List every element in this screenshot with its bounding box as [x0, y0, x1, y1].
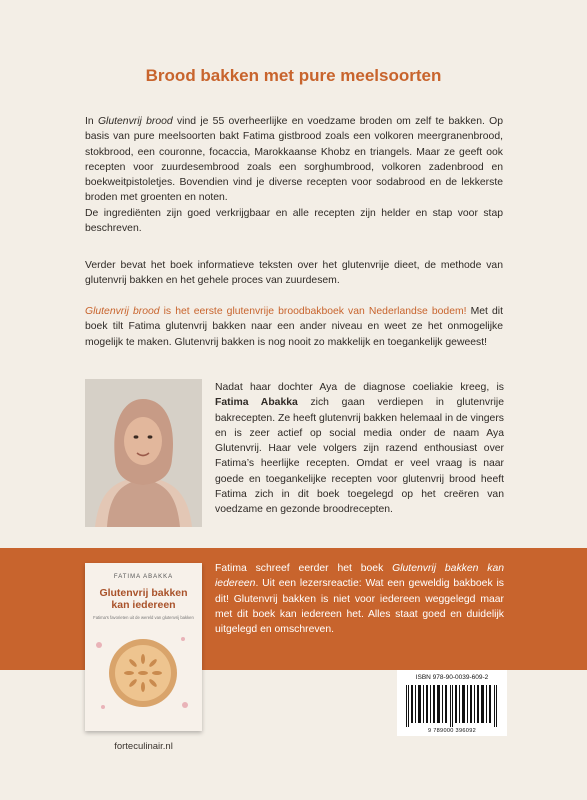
publisher-website: forteculinair.nl [114, 741, 173, 752]
cover-author: FATIMA ABAKKA [113, 574, 174, 580]
cover-title: Glutenvrij bakken kan iedereen [99, 587, 188, 611]
previous-book-cover [85, 563, 202, 731]
author-bio [215, 380, 504, 518]
author-name: Fatima Abakka [215, 397, 298, 409]
isbn-digits: 9 789000 396092 [427, 728, 477, 734]
cover-subtitle: Fatima's favorieten uit de wereld van glutenvrij bakken [93, 615, 194, 620]
info-paragraph: Verder bevat het boek informatieve teksten over het glutenvrije dieet, de methode van glutenvrij bakken en het gehele proces van zuurdesem. [85, 260, 503, 287]
isbn-barcode [397, 670, 507, 736]
bio-lead: Nadat haar dochter Aya de diagnose coeliakie kreeg, is [215, 382, 504, 393]
review-rest: . Uit een lezersreactie: Wat een geweldig bakboek is dit! Glutenvrij bakken is niet voor iedereen weggelegd maar met dit boek kan iedereen het. Alles staat goed en duidelijk uitgelegd en omschreven. [215, 578, 504, 636]
intro-lead: In [85, 116, 98, 127]
highlight-rest: Met dit boek tilt Fatima glutenvrij bakken naar een ander niveau en weet ze het onmogelijke mogelijk te maken. Glutenvrij bakken is nog nooit zo makkelijk en toegankelijk geweest! [85, 306, 503, 348]
review-lead: Fatima schreef eerder het boek [215, 563, 393, 574]
highlight-paragraph [85, 304, 503, 350]
pie-illustration [85, 625, 202, 731]
barcode-icon [406, 685, 498, 727]
intro-rest: vind je 55 overheerlijke en voedzame broden om zelf te bakken. Op basis van pure meelsoorten bakt Fatima gistbrood zoals een volkoren meergranenbrood, stokbrood, een couronne, focaccia, Marokkaanse Khobz en triangels. Maar ze geeft ook recepten voor zuurdesembrood zoals een sorghumbrood, volkoren zadenbrood en boekweitpistoletjes. Bovendien vind je diverse recepten voor sodabrood en de lekkerste broden met groenten en noten. [85, 116, 503, 204]
page-title: Brood bakken met pure meelsoorten [145, 66, 442, 85]
intro-book-title: Glutenvrij brood [97, 116, 173, 127]
isbn-label: ISBN 978-90-0039-609-2 [415, 674, 489, 681]
highlight-statement: is het eerste glutenvrije broodbakboek van Nederlandse bodem! [159, 306, 467, 317]
bio-rest: zich gaan verdiepen in glutenvrije bakrecepten. Ze heeft glutenvrij bakken helemaal in de vingers en is zeer actief op social media onder de naam Aya Glutenvrij. Haar vele volgers zijn razend enthousiast over Fatima’s heerlijke recepten. Omdat er veel vraag is naar goede en toegankelijke recepten voor glutenvrij brood heeft Fatima zich in dit boek toegelegd op het creëren van voedzame en gezonde broodrecepten. [215, 397, 504, 516]
reader-review [215, 561, 504, 637]
intro-paragraph [85, 114, 503, 236]
review-book-title: Glutenvrij bakken kan iedereen [215, 563, 505, 590]
intro-last-line: De ingrediënten zijn goed verkrijgbaar en alle recepten zijn helder en stap voor stap beschreven. [85, 207, 503, 235]
author-photo [85, 379, 202, 527]
highlight-book-title: Glutenvrij brood [85, 306, 160, 317]
